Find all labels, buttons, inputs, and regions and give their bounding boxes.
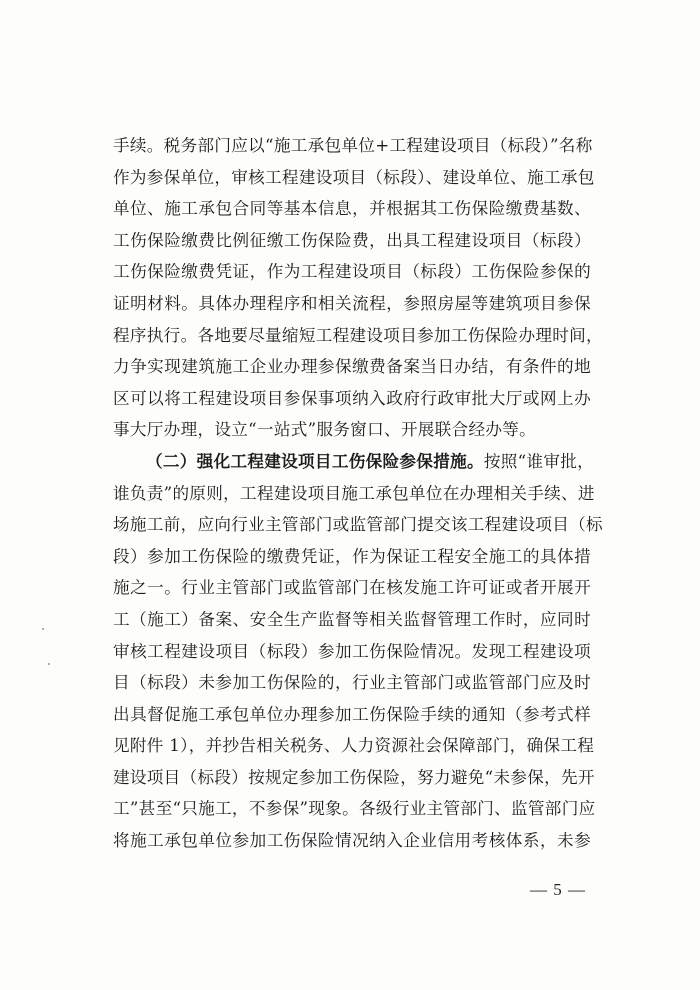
- text-line: 区可以将工程建设项目参保事项纳入政府行政审批大厅或网上办: [113, 388, 591, 408]
- text-line: 见附件 1），并抄告相关税务、人力资源社会保障部门，确保工程: [113, 736, 595, 756]
- text-line: 出具督促施工承包单位办理参加工伤保险手续的通知（参考式样: [113, 704, 591, 724]
- section-heading-line: [113, 446, 595, 478]
- text-line: 证明材料。具体办理程序和相关流程，参照房屋等建筑项目参保: [113, 293, 591, 313]
- text-line: 力争实现建筑施工企业办理参保缴费备案当日办结，有条件的地: [113, 357, 591, 377]
- text-line: 作为参保单位，审核工程建设项目（标段）、建设单位、施工承包: [113, 167, 595, 187]
- text-line: 施之一。行业主管部门或监管部门在核发施工许可证或者开展开: [113, 578, 591, 598]
- text-line: 审核工程建设项目（标段）参加工伤保险情况。发现工程建设项: [113, 641, 591, 661]
- text-line: 程序执行。各地要尽量缩短工程建设项目参加工伤保险办理时间，: [113, 325, 603, 345]
- page-number: — 5 —: [530, 880, 586, 899]
- body-text: [113, 130, 603, 857]
- section-heading: （二）强化工程建设项目工伤保险参保措施。: [146, 451, 484, 471]
- text-line: 建设项目（标段）按规定参加工伤保险，努力避免“未参保，先开: [113, 767, 595, 787]
- text-segment: 按照“谁审批，: [483, 451, 595, 471]
- text-line: 工伤保险缴费凭证，作为工程建设项目（标段）工伤保险参保的: [113, 262, 591, 282]
- text-line: 场施工前，应向行业主管部门或监管部门提交该工程建设项目（标: [113, 515, 603, 535]
- text-line: 工伤保险缴费比例征缴工伤保险费，出具工程建设项目（标段）: [113, 230, 591, 250]
- scan-speck: [42, 628, 44, 630]
- text-line: 单位、施工承包合同等基本信息，并根据其工伤保险缴费基数、: [113, 199, 591, 219]
- text-line: 工”甚至“只施工，不参保”现象。各级行业主管部门、监管部门应: [113, 799, 596, 819]
- scan-speck: [48, 663, 50, 665]
- text-line: 工（施工）备案、安全生产监督等相关监督管理工作时，应同时: [113, 609, 591, 629]
- text-line: 事大厅办理，设立“一站式”服务窗口、开展联合经办等。: [113, 420, 537, 440]
- text-line: 手续。税务部门应以“施工承包单位+工程建设项目（标段）”名称: [113, 136, 593, 155]
- text-line: 将施工承包单位参加工伤保险情况纳入企业信用考核体系，未参: [113, 831, 591, 851]
- text-line: 目（标段）未参加工伤保险的，行业主管部门或监管部门应及时: [113, 673, 591, 693]
- text-line: 谁负责”的原则，工程建设项目施工承包单位在办理相关手续、进: [113, 483, 595, 503]
- text-line: 段）参加工伤保险的缴费凭证，作为保证工程安全施工的具体措: [113, 546, 591, 566]
